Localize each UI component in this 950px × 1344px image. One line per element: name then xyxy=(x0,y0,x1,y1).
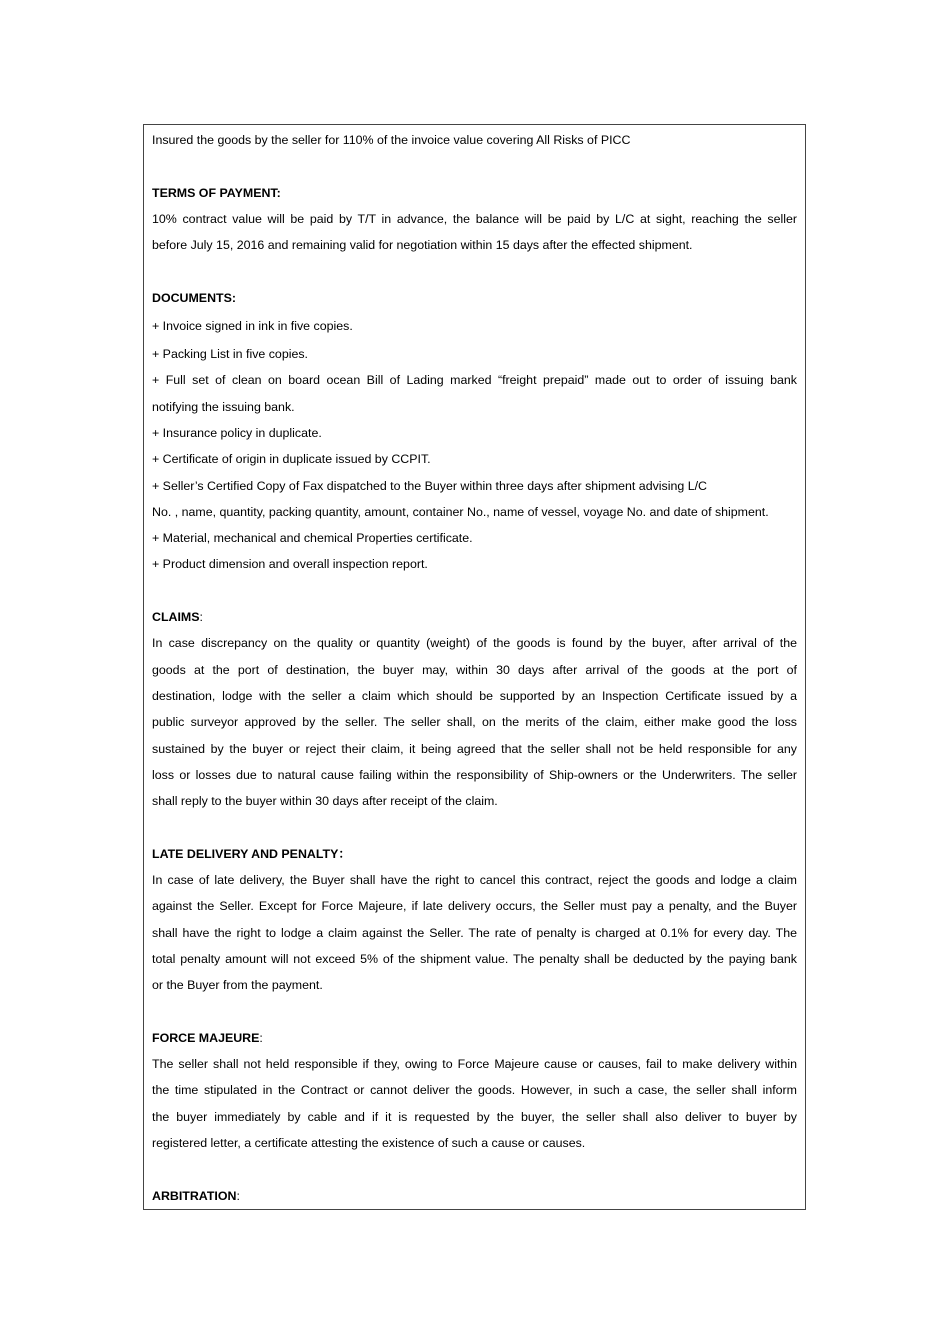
late-delivery-line: against the Seller. Except for Force Majeure, if late delivery occurs, the Seller must pay a penalty, and the Buyer xyxy=(152,899,797,914)
force-majeure-heading-colon: : xyxy=(259,1030,263,1045)
document-item: + Packing List in five copies. xyxy=(152,347,308,362)
document-item: No. , name, quantity, packing quantity, amount, container No., name of vessel, voyage No. and date of shipment. xyxy=(152,504,769,519)
force-majeure-line: registered letter, a certificate attesting the existence of such a cause or causes. xyxy=(152,1135,586,1150)
arbitration-heading-row xyxy=(152,1183,797,1209)
spacer xyxy=(152,999,797,1025)
spacer xyxy=(152,814,797,840)
claims-line: goods at the port of destination, the buyer may, within 30 days after arrival of the goods at the port of xyxy=(152,662,797,677)
document-item: + Material, mechanical and chemical Properties certificate. xyxy=(152,531,473,546)
force-majeure-line: the time stipulated in the Contract or cannot deliver the goods. However, in such a case, the seller shall inform xyxy=(152,1083,797,1098)
documents-heading: DOCUMENTS: xyxy=(152,290,236,305)
document-item: + Invoice signed in ink in five copies. xyxy=(152,319,353,334)
document-item: + Insurance policy in duplicate. xyxy=(152,425,322,440)
force-majeure-line: The seller shall not held responsible if they, owing to Force Majeure cause or causes, fail to make delivery within xyxy=(152,1057,797,1072)
late-delivery-line: total penalty amount will not exceed 5% of the shipment value. The penalty shall be deducted by the paying bank xyxy=(152,951,797,966)
claims-heading-row xyxy=(152,604,797,630)
late-delivery-line: or the Buyer from the payment. xyxy=(152,978,323,993)
force-majeure-heading: FORCE MAJEURE xyxy=(152,1030,260,1045)
force-majeure-heading-row xyxy=(152,1025,797,1051)
late-delivery-line: shall have the right to lodge a claim against the Seller. The rate of penalty is charged at 0.1% for every day. The xyxy=(152,925,797,940)
terms-of-payment-line: 10% contract value will be paid by T/T in advance, the balance will be paid by L/C at sight, reaching the seller xyxy=(152,211,797,226)
spacer xyxy=(152,578,797,604)
insurance-clause: Insured the goods by the seller for 110% of the invoice value covering All Risks of PICC xyxy=(152,133,631,147)
terms-of-payment-line: before July 15, 2016 and remaining valid for negotiation within 15 days after the effected shipment. xyxy=(152,238,693,253)
claims-line: loss or losses due to natural cause failing within the responsibility of Ship-owners or the Underwriters. The seller xyxy=(152,767,797,782)
claims-heading-colon: : xyxy=(199,610,203,625)
spacer xyxy=(152,153,797,179)
document-item: + Seller’s Certified Copy of Fax dispatched to the Buyer within three days after shipment advising L/C xyxy=(152,478,707,493)
arbitration-heading-colon: : xyxy=(236,1188,240,1203)
document-item: + Product dimension and overall inspection report. xyxy=(152,557,428,572)
contract-terms-frame xyxy=(143,124,806,1210)
spacer xyxy=(152,1156,797,1182)
claims-heading: CLAIMS xyxy=(152,610,200,625)
spacer xyxy=(152,258,797,284)
claims-line: shall reply to the buyer within 30 days after receipt of the claim. xyxy=(152,794,498,809)
late-delivery-line: In case of late delivery, the Buyer shall have the right to cancel this contract, reject the goods and lodge a claim xyxy=(152,873,797,888)
document-item: notifying the issuing bank. xyxy=(152,399,295,414)
terms-of-payment-heading: TERMS OF PAYMENT: xyxy=(152,185,281,200)
arbitration-heading: ARBITRATION xyxy=(152,1188,237,1203)
claims-line: In case discrepancy on the quality or quantity (weight) of the goods is found by the buyer, after arrival of the xyxy=(152,636,797,651)
force-majeure-line: the buyer immediately by cable and if it is requested by the buyer, the seller shall also deliver to buyer by xyxy=(152,1109,797,1124)
document-item: + Certificate of origin in duplicate issued by CCPIT. xyxy=(152,452,431,467)
document-item: + Full set of clean on board ocean Bill of Lading marked “freight prepaid” made out to order of issuing bank xyxy=(152,373,797,388)
claims-line: destination, lodge with the seller a claim which should be supported by an Inspection Certificate issued by a xyxy=(152,688,797,703)
claims-line: sustained by the buyer or reject their claim, it being agreed that the seller shall not be held responsible for any xyxy=(152,741,797,756)
late-delivery-heading: LATE DELIVERY AND PENALTY： xyxy=(152,846,351,861)
claims-line: public surveyor approved by the seller. The seller shall, on the merits of the claim, either make good the loss xyxy=(152,715,797,730)
